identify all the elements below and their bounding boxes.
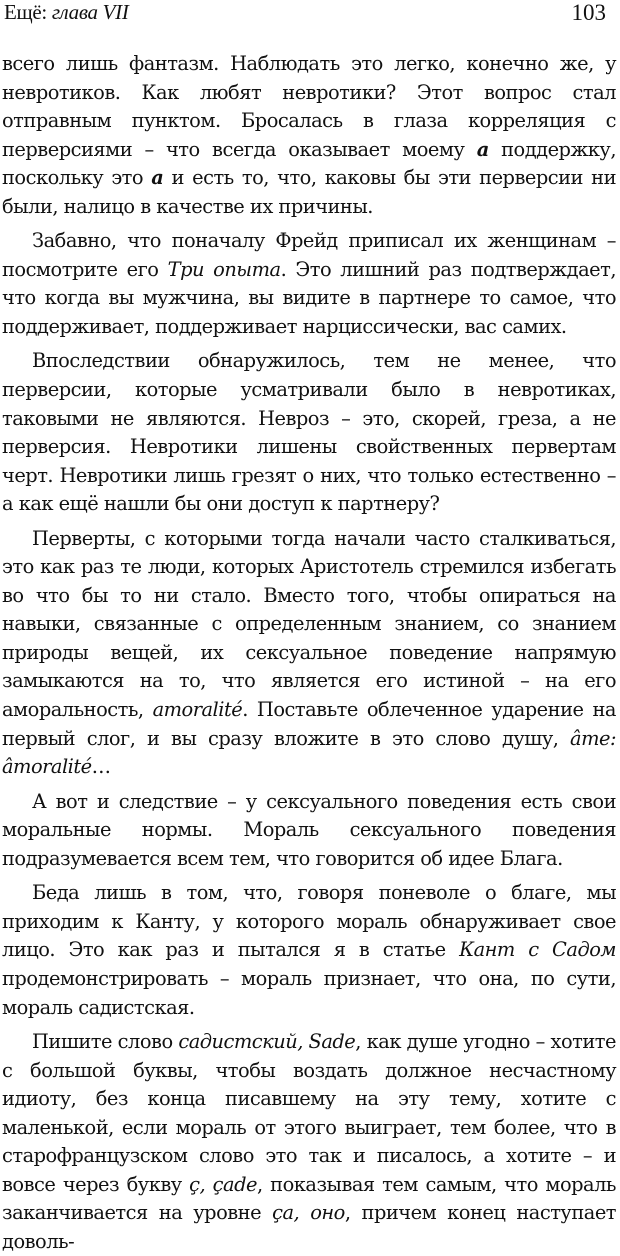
text-run: продемонстрировать – мораль признает, что она, по сути, мораль садистская.	[2, 966, 616, 1019]
running-head-chapter: глава VII	[51, 0, 129, 24]
text-run: Перверты, с которыми тогда начали часто сталкиваться, это как раз те люди, которых Аристотель стремился избегать во что бы то ни стало. Вместо того, чтобы опираться на навыки, связанные с определенным знанием, со знанием природы вещей, их сексуальное поведение напрямую замыкаются на то, что является его истиной – на его аморальность,	[2, 526, 616, 722]
text-run: Забавно, что поначалу Фрейд приписал их женщинам – посмотрите его	[2, 229, 616, 281]
page-number: 103	[571, 0, 606, 25]
paragraph-p7	[2, 1028, 616, 1256]
text-run: всего лишь фантазм. Наблюдать это легко, конечно же, у невротиков. Как любят невротики? Этот вопрос стал отправным пунктом. Бросалась в глаза корреляция с перверсиями – что всегда оказывает моему	[2, 52, 616, 161]
text-run: поддержку, поскольку это	[2, 137, 617, 190]
emphasis: ça, оно	[272, 1201, 345, 1225]
emphasis: Кант с Садом	[459, 938, 616, 962]
text-run: Пишите слово	[32, 1030, 179, 1054]
text-run: …	[91, 755, 111, 779]
text-run: . Это лишний раз подтверждает, что когда вы мужчина, вы видите в партнере то самое, что поддерживает, поддерживает нарциссически, вас самих.	[2, 257, 617, 338]
emphasis: а	[151, 166, 164, 190]
emphasis: садистский, Sade	[178, 1030, 356, 1054]
text-run: А вот и следствие – у сексуального поведения есть свои моральные нормы. Мораль сексуального поведения подразумевается всем тем, что говорится об идее Блага.	[2, 789, 616, 870]
text-run: . Поставьте облеченное ударение на первый слог, и вы сразу вложите в это слово душу,	[2, 698, 616, 750]
paragraph-p5	[2, 788, 616, 874]
running-header	[4, 0, 612, 32]
paragraph-p6	[2, 879, 616, 1022]
emphasis: а	[476, 137, 489, 161]
emphasis: amoralité	[152, 698, 243, 722]
paragraph-p2	[2, 227, 616, 341]
paragraph-p1	[2, 50, 616, 221]
emphasis: Три опыта	[167, 257, 281, 281]
emphasis: âme: âmoralité	[2, 726, 616, 779]
paragraph-p3	[2, 347, 616, 518]
text-run: , показывая тем самым, что мораль заканчивается на уровне	[2, 1172, 616, 1225]
paragraph-p4	[2, 525, 616, 782]
text-run: и есть то, что, каковы бы эти перверсии ни были, налицо в качестве их причины.	[2, 166, 616, 218]
text-run: Впоследствии обнаружилось, тем не менее, что перверсии, которые усматривали было в невротиках, таковыми не являются. Невроз – это, скорей, греза, а не перверсия. Невротики лишены свойственных первертам черт. Невротики лишь грезят о них, что только естественно – а как ещё нашли бы они доступ к партнеру?	[2, 349, 616, 516]
text-run: Беда лишь в том, что, говоря поневоле о благе, мы приходим к Канту, у которого мораль обнаруживает свое лицо. Это как раз и пытался я в статье	[2, 881, 616, 962]
emphasis: ç, çade	[189, 1172, 257, 1196]
text-run: , как душе угодно – хотите с большой буквы, чтобы воздать должное несчастному идиоту, без конца писавшему на эту тему, хотите с маленькой, если мораль от этого выиграет, тем более, что в старофранцузском слово это так и писалось, а хотите – и вовсе через букву	[2, 1030, 616, 1196]
text-run: , причем конец наступает доволь-	[2, 1201, 617, 1253]
body-text	[2, 50, 616, 1256]
running-head-prefix: Ещё:	[4, 0, 52, 24]
running-head-title	[4, 0, 129, 24]
